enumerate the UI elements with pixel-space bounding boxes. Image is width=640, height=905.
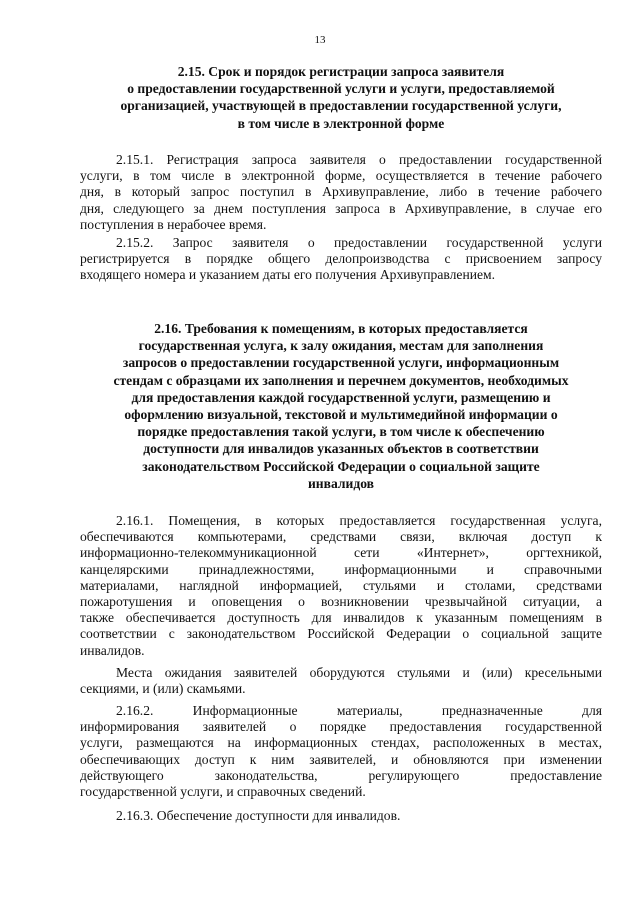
title-line: оформлению визуальной, текстовой и мультимедийной информации о (124, 407, 558, 423)
title-line: организацией, участвующей в предоставлении государственной услуги, (120, 98, 562, 114)
text-line: 2.15.1. Регистрация запроса заявителя о предоставлении государственной (116, 152, 602, 167)
text-line: 2.16.2. Информационные материалы, предназначенные для (116, 703, 602, 718)
paragraph-2-16-2 (80, 703, 602, 800)
section-2-16-title (80, 320, 602, 492)
text-line: соответствии с законодательством Российской Федерации о социальной защите (80, 626, 602, 642)
text-line: пожаротушения и оповещения о возникновении чрезвычайной ситуации, а (80, 594, 602, 610)
section-2-15-title (80, 63, 602, 132)
text-line: также обеспечивается доступность для инвалидов к указанным помещениям в (80, 610, 602, 626)
text-line: услуги, в том числе в электронной форме, осуществляется в течение рабочего (80, 168, 602, 184)
paragraph-2-15-2 (80, 235, 602, 284)
text-line: обеспечивающих доступ к ним заявителей, и обновляются при изменении (80, 751, 602, 767)
text-line: государственной услуги, и справочных сведений. (80, 784, 366, 800)
title-line: 2.16. Требования к помещениям, в которых предоставляется (154, 321, 528, 336)
text-line: действующего законодательства, регулирующего предоставление (80, 767, 602, 783)
page-number: 13 (314, 34, 326, 46)
title-line: для предоставления каждой государственной услуги, размещению и (131, 389, 551, 405)
title-line: 2.15. Срок и порядок регистрации запроса заявителя (177, 64, 505, 79)
title-line: запросов о предоставлении государственной услуги, информационным (122, 355, 560, 371)
title-line: государственная услуга, к залу ожидания, местам для заполнения (138, 338, 544, 354)
text-line: входящего номера и указанием даты его получения Архивуправлением. (80, 267, 496, 283)
title-line: стендам с образцами их заполнения и перечнем документов, необходимых (113, 372, 569, 388)
title-line: о предоставлении государственной услуги и услуги, предоставляемой (127, 81, 555, 97)
text-line: 2.16.1. Помещения, в которых предоставляется государственная услуга, (116, 513, 602, 528)
paragraph-2-15-1 (80, 152, 602, 233)
text-line: обеспечиваются компьютерами, средствами связи, включая доступ к (80, 529, 602, 545)
title-line: законодательством Российской Федерации о социальной защите (142, 458, 540, 474)
text-line: дня, следующего за днем поступления запроса в Архивуправление, в случае его (80, 200, 602, 216)
text-line: Места ожидания заявителей оборудуются стульями и (или) кресельными (116, 665, 602, 680)
paragraph-2-16-1 (80, 513, 602, 659)
text-line: 2.15.2. Запрос заявителя о предоставлении государственной услуги (116, 235, 602, 250)
title-line: порядке предоставления такой услуги, в том числе к обеспечению (137, 424, 545, 440)
text-line: услуги, размещаются на информационных стендах, расположенных в местах, (80, 735, 602, 751)
text-line: 2.16.3. Обеспечение доступности для инвалидов. (116, 808, 401, 823)
paragraph-waiting-areas (80, 665, 602, 697)
text-line: секциями, и (или) скамьями. (80, 681, 246, 697)
text-line: регистрируется в порядке общего делопроизводства с присвоением запросу (80, 251, 602, 267)
text-line: канцелярскими принадлежностями, информационными и справочными (80, 561, 602, 577)
text-line: информирования заявителей о порядке предоставления государственной (80, 719, 602, 735)
title-line: доступности для инвалидов указанных объектов в соответствии (143, 441, 539, 457)
title-line: инвалидов (307, 475, 375, 491)
text-line: дня, в который запрос поступил в Архивуправление, либо в течение рабочего (80, 184, 602, 200)
paragraph-2-16-3 (80, 808, 602, 824)
text-line: материалами, наглядной информацией, стульями и столами, средствами (80, 577, 602, 593)
text-line: поступления в нерабочее время. (80, 216, 267, 232)
title-line: в том числе в электронной форме (237, 115, 445, 131)
text-line: информационно-телекоммуникационной сети «Интернет», оргтехникой, (80, 545, 602, 561)
text-line: инвалидов. (80, 642, 145, 658)
